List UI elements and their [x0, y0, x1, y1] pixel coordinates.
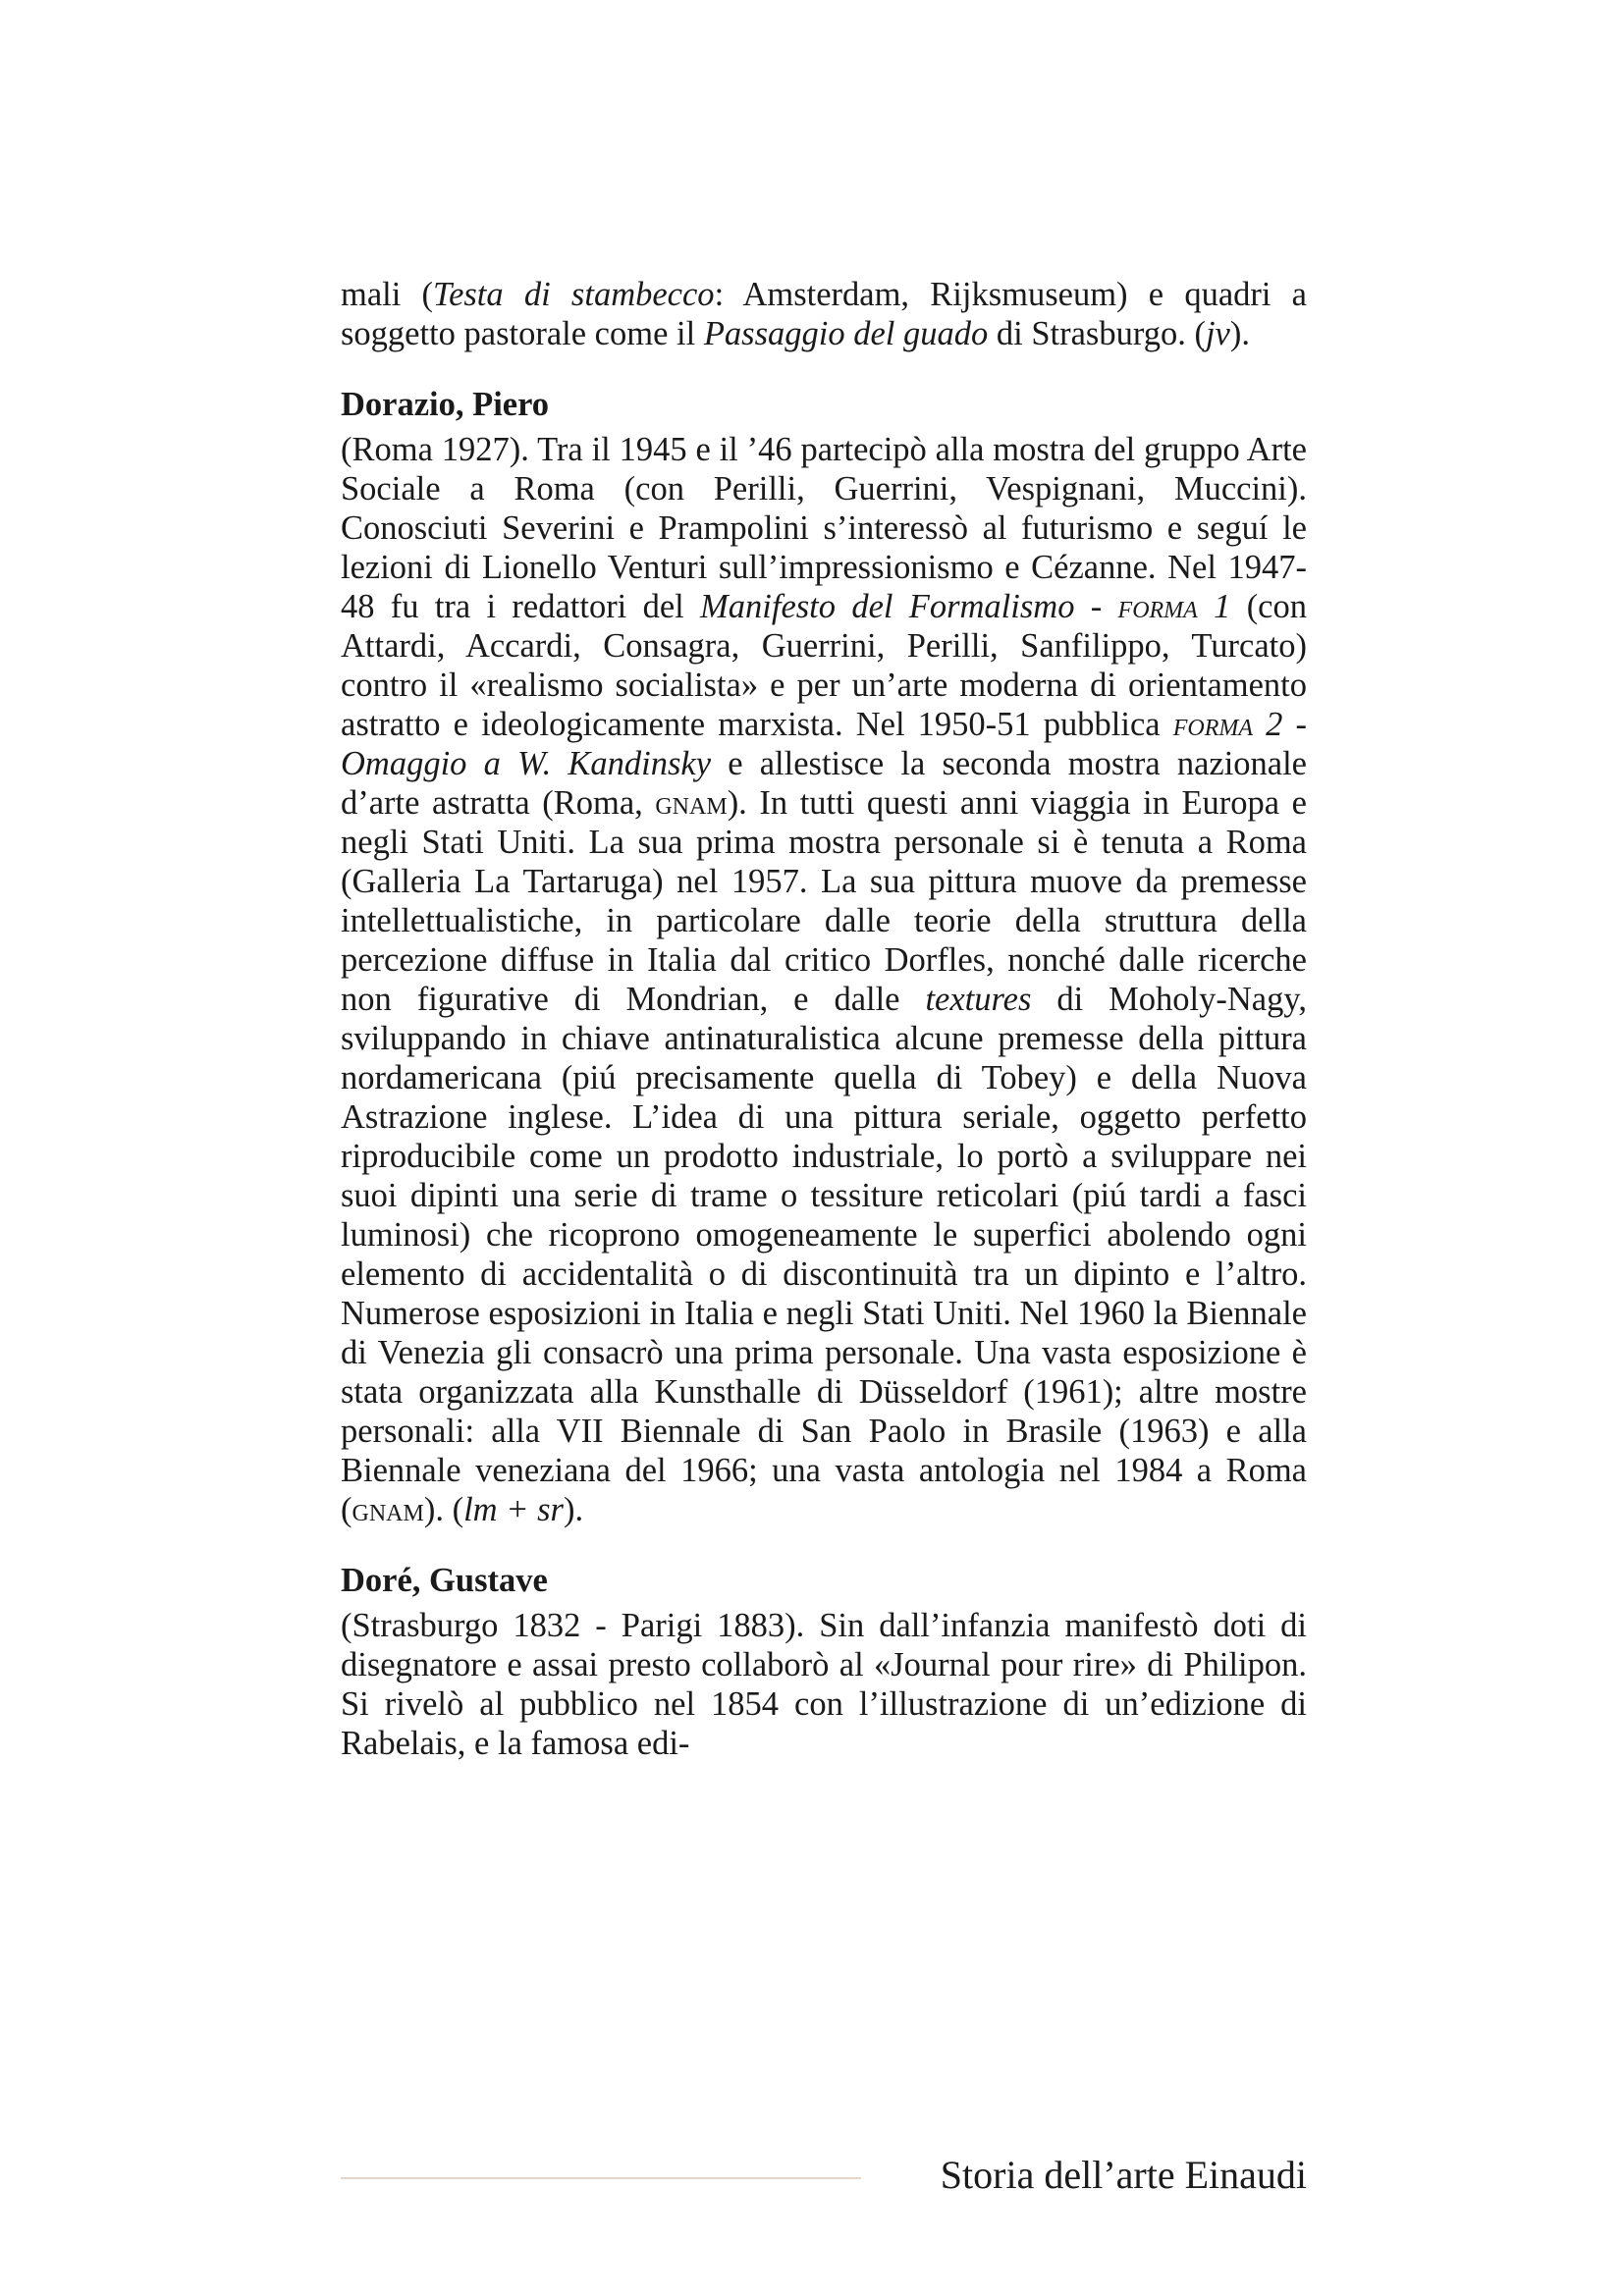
text-run: (Roma 1927). Tra il 1945 e il ’46 partecipò alla mostra del gruppo Arte Sociale a Roma (con Perilli, Guerrini, Vespignani, Muccini). Conosciuti Severini e Prampolini s’interessò al futurismo e seguí le lezioni di Lionello Venturi sull’impressionismo e Cézanne. Nel 1947-48 fu tra i redattori del — [341, 431, 1307, 625]
text-run: (con Attardi, Accardi, Consagra, Guerrini, Perilli, Sanfilippo, Turcato) contro il «realismo socialista» e per un’arte moderna di orientamento astratto e ideologicamente marxista. Nel 1950-51 pubblica — [341, 588, 1307, 743]
footer-divider — [341, 2177, 861, 2179]
small-caps-text: forma 2 — [1172, 706, 1283, 743]
small-caps-text: gnam — [655, 784, 728, 822]
footer-title: Storia dell’arte Einaudi — [940, 2153, 1307, 2197]
small-caps-text: gnam — [352, 1491, 424, 1528]
text-run: Manifesto del Formalismo - — [700, 588, 1118, 625]
text-run: (Strasburgo 1832 - Parigi 1883). Sin dall’infanzia manifestò doti di disegnatore e assai presto collaborò al «Journal pour rire» di Philipon. Si rivelò al pubblico nel 1854 con l’illustrazione di un’edizione di Rabelais, e la famosa edi- — [341, 1607, 1307, 1762]
text-run: e allestisce la seconda mostra nazionale d’arte astratta (Roma, — [341, 745, 1307, 822]
author-initials: jv — [1205, 315, 1230, 352]
entry-body-dorazio — [341, 430, 1307, 1529]
entry-heading-dore: Doré, Gustave — [341, 1562, 548, 1599]
entry-heading-dorazio: Dorazio, Piero — [341, 386, 550, 423]
small-caps-text: forma 1 — [1117, 588, 1231, 625]
italic-title: Testa di stambecco — [433, 276, 715, 313]
text-run: : Amsterdam, Rijksmuseum) e quadri a soggetto pastorale come il — [341, 276, 1307, 352]
entry-body-dore — [341, 1606, 1307, 1763]
text-run: ). — [1229, 315, 1250, 352]
italic-title — [700, 588, 1230, 625]
text-run: ). ( — [423, 1491, 464, 1528]
italic-term: textures — [925, 981, 1032, 1018]
text-run: - Omaggio a W. Kandinsky — [341, 706, 1307, 782]
text-run: ). In tutti questi anni viaggia in Europa e negli Stati Uniti. La sua prima mostra personale si è tenuta a Roma (Galleria La Tartaruga) nel 1957. La sua pittura muove da premesse intellettualistiche, in particolare dalle teorie della struttura della percezione diffuse in Italia dal critico Dorfles, nonché dalle ricerche non figurative di Mondrian, e dalle — [341, 784, 1307, 1018]
text-run: di Moholy-Nagy, sviluppando in chiave antinaturalistica alcune premesse della pittura nordamericana (piú precisamente quella di Tobey) e della Nuova Astrazione inglese. L’idea di una pittura seriale, oggetto perfetto riproducibile come un prodotto industriale, lo portò a sviluppare nei suoi dipinti una serie di trame o tessiture reticolari (piú tardi a fasci luminosi) che ricoprono omogeneamente le superfici abolendo ogni elemento di accidentalità o di discontinuità tra un dipinto e l’altro. Numerose esposizioni in Italia e negli Stati Uniti. Nel 1960 la Biennale di Venezia gli consacrò una prima personale. Una vasta esposizione è stata organizzata alla Kunsthalle di Düsseldorf (1961); altre mostre personali: alla VII Biennale di San Paolo in Brasile (1963) e alla Biennale veneziana del 1966; una vasta antologia nel 1984 a Roma ( — [341, 981, 1307, 1528]
text-run: mali ( — [341, 276, 434, 313]
author-initials: lm + sr — [463, 1491, 564, 1528]
text-column — [341, 275, 1307, 1763]
text-run: ). — [563, 1491, 584, 1528]
italic-title: Passaggio del guado — [703, 315, 989, 352]
intro-paragraph — [341, 275, 1307, 353]
text-run: di Strasburgo. ( — [988, 315, 1206, 352]
